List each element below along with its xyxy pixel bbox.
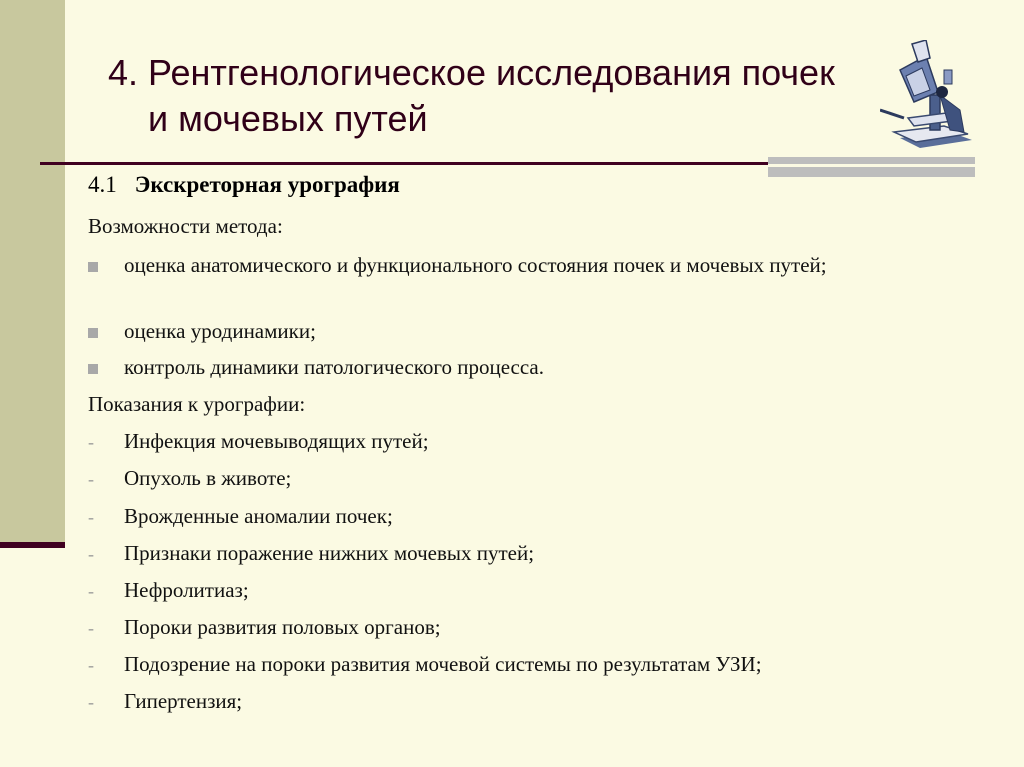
dash-bullet-icon: - bbox=[88, 469, 94, 489]
dash-bullet-icon: - bbox=[88, 692, 94, 712]
dash-bullet-icon: - bbox=[88, 655, 94, 675]
gray-accent-bar bbox=[768, 157, 975, 177]
dash-bullet-icon: - bbox=[88, 544, 94, 564]
dash-bullet-icon: - bbox=[88, 507, 94, 527]
microscope-icon bbox=[880, 40, 980, 158]
indications-label: Показания к урографии: bbox=[88, 392, 306, 416]
list-item: - Подозрение на пороки развития мочевой системы по результатам УЗИ; bbox=[88, 652, 762, 676]
list-item: оценка уродинамики; bbox=[88, 318, 968, 345]
slide-title bbox=[108, 50, 878, 142]
list-item: оценка анатомического и функционального состояния почек и мочевых путей; bbox=[88, 252, 968, 279]
slide-title-line1: 4. Рентгенологическое исследования почек bbox=[108, 52, 835, 93]
square-bullet-icon bbox=[88, 328, 98, 338]
list-item: - Признаки поражение нижних мочевых путей; bbox=[88, 541, 535, 565]
subheading bbox=[88, 172, 400, 198]
list-item: - Врожденные аномалии почек; bbox=[88, 504, 393, 528]
subheading-number: 4.1 bbox=[88, 172, 117, 197]
list-item: - Инфекция мочевыводящих путей; bbox=[88, 429, 429, 453]
left-accent-line bbox=[0, 542, 65, 548]
list-item: - Гипертензия; bbox=[88, 689, 243, 713]
dash-bullet-icon: - bbox=[88, 618, 94, 638]
square-bullet-icon bbox=[88, 364, 98, 374]
left-decorative-bar bbox=[0, 0, 65, 545]
dash-bullet-icon: - bbox=[88, 432, 94, 452]
list-item: - Нефролитиаз; bbox=[88, 578, 249, 602]
subheading-text: Экскреторная урография bbox=[134, 172, 400, 197]
square-bullet-icon bbox=[88, 262, 98, 272]
slide-title-line2: и мочевых путей bbox=[148, 98, 428, 139]
list-item: контроль динамики патологического процесса. bbox=[88, 354, 968, 381]
list-item: - Пороки развития половых органов; bbox=[88, 615, 441, 639]
list-item: - Опухоль в животе; bbox=[88, 466, 292, 490]
capabilities-label: Возможности метода: bbox=[88, 214, 283, 238]
dash-bullet-icon: - bbox=[88, 581, 94, 601]
